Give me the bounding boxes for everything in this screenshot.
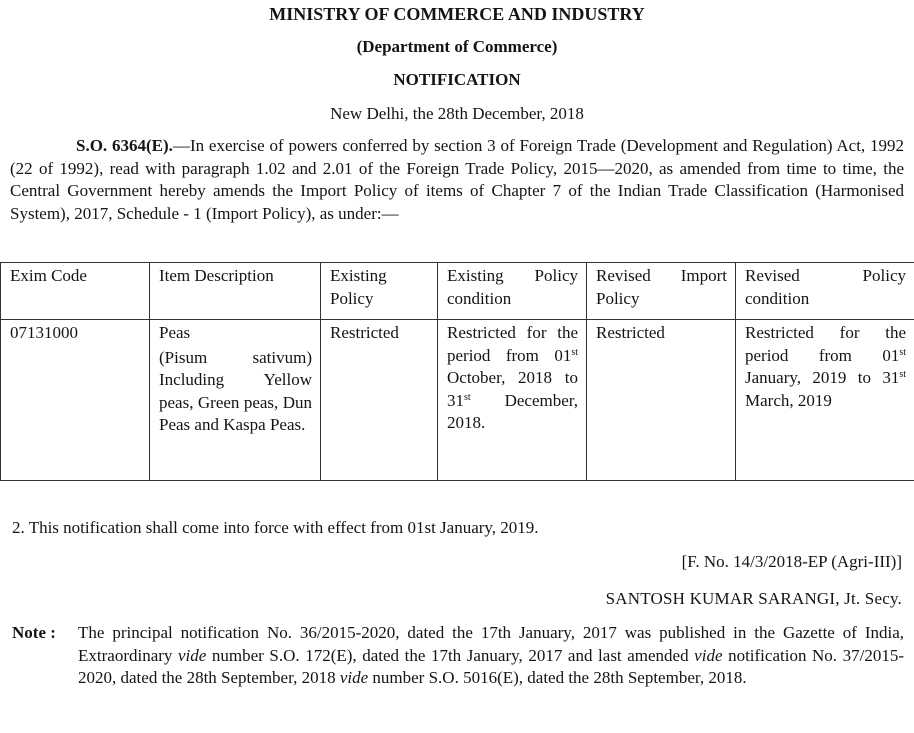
intro-text: —In exercise of powers conferred by section 3 of Foreign Trade (Development and Regulation) Act, 1992 (22 of 1992), read with paragraph 1.02 and 2.01 of the Foreign Trade Policy, 2015—2020, as amended from time to time, the Central Government hereby amends the Import Policy of items of Chapter 7 of the Indian Trade Classification (Harmonised System), 2017, Schedule - 1 (Import Policy), as under:— (10, 136, 905, 223)
note-label: Note : (12, 623, 56, 642)
header-revised-policy-condition: Revised Policy condition (736, 263, 914, 320)
revised-condition-sup1: st (899, 346, 906, 358)
header-existing-policy-condition: Existing Policy condition (438, 263, 587, 320)
table-row (1, 320, 914, 481)
existing-condition-sup2: st (464, 391, 471, 403)
ministry-heading: MINISTRY OF COMMERCE AND INDUSTRY (269, 4, 645, 24)
item-title: Peas (159, 323, 191, 342)
cell-existing-policy: Restricted (321, 320, 438, 481)
note-vide-2: vide (694, 645, 723, 665)
note-part4: number S.O. 5016(E), dated the 28th September, 2018. (368, 668, 747, 687)
cell-exim-code: 07131000 (1, 320, 150, 481)
file-number: [F. No. 14/3/2018-EP (Agri-III)] (681, 552, 902, 571)
header-revised-import-policy: Revised Import Policy (587, 263, 736, 320)
department-heading: (Department of Commerce) (356, 37, 558, 56)
so-number: S.O. 6364(E). (76, 136, 173, 155)
header-exim-code: Exim Code (1, 263, 150, 320)
import-policy-table (0, 262, 914, 481)
note-part1: The principal notification No. 36/2015-2020, dated the 17th January, 2017 was published in the Gazette of India, Extraordinary (78, 623, 904, 665)
cell-revised-policy-condition (736, 320, 914, 481)
header-existing-policy: Existing Policy (321, 263, 438, 320)
note-body (78, 622, 904, 690)
revised-condition-prefix: Restricted for the period from 01 (745, 323, 906, 365)
cell-revised-import-policy: Restricted (587, 320, 736, 481)
existing-condition-prefix: Restricted for the period from 01 (447, 323, 578, 365)
notification-heading: NOTIFICATION (393, 70, 521, 89)
signatory: SANTOSH KUMAR SARANGI, Jt. Secy. (605, 589, 902, 608)
header-item-description: Item Description (150, 263, 321, 320)
place-date: New Delhi, the 28th December, 2018 (330, 104, 584, 123)
revised-condition-middle: January, 2019 to 31 (745, 368, 900, 387)
intro-paragraph (10, 135, 904, 225)
revised-condition-suffix: March, 2019 (745, 390, 832, 410)
note-part3: notification No. 37/2015-2020, dated the 28th September, 2018 (78, 645, 905, 687)
cell-item-description (150, 320, 321, 481)
note-vide-3: vide (339, 668, 369, 687)
note-part2: number S.O. 172(E), dated the 17th January, 2017 and last amended (206, 645, 695, 665)
existing-condition-sup1: st (571, 346, 578, 358)
item-detail: (Pisum sativum) Including Yellow peas, Green peas, Dun Peas and Kaspa Peas. (159, 347, 312, 434)
table-header-row (1, 263, 914, 320)
note-vide-1: vide (177, 645, 207, 665)
cell-existing-policy-condition (438, 320, 587, 481)
revised-condition-sup2: st (899, 369, 906, 380)
existing-condition-middle: October, 2018 to 31 (447, 368, 578, 410)
note-section (12, 622, 904, 690)
existing-condition-suffix: December, 2018. (447, 390, 578, 432)
paragraph-2: 2. This notification shall come into force with effect from 01st January, 2019. (12, 518, 539, 537)
